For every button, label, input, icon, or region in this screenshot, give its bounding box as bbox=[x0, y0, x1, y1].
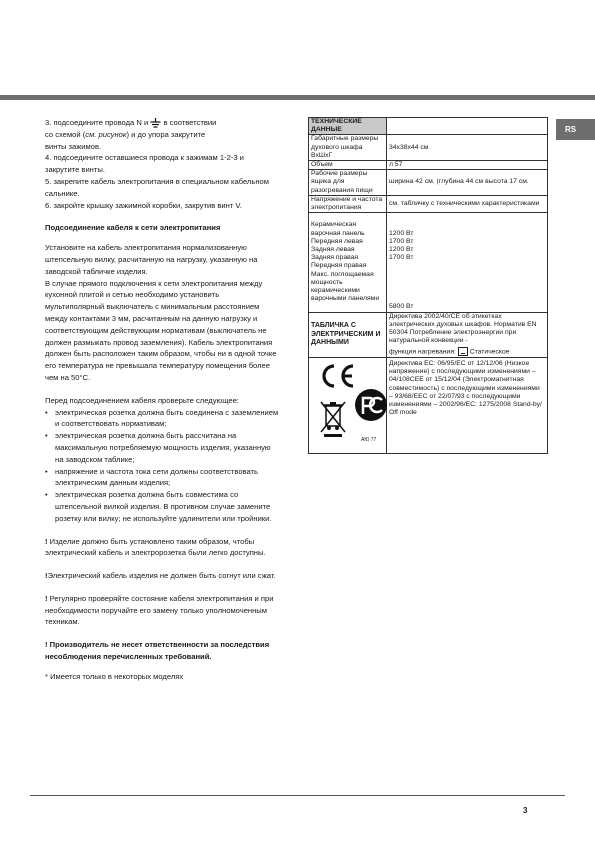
warning-check: ! Регулярно проверяйте состояние кабеля электропитания и при необходимости поручайте его замену только уполномоченным техникам. bbox=[45, 593, 274, 627]
page-number: 3 bbox=[523, 806, 528, 815]
list-item: • электрическая розетка должна быть совместима со штепсельной вилкой изделия. В противном случае замените розетку или вилку; не используйте удлинители или тройники. bbox=[45, 489, 280, 524]
list-item: • напряжение и частота тока сети должны соответствовать электрическим данным изделия; bbox=[45, 466, 280, 490]
table-key: Керамическая варочная панель Передняя левая Задняя левая Задняя правая Передняя правая Макс. поглощаемая мощность керамическими варочными панелями bbox=[309, 213, 387, 312]
table-row bbox=[309, 170, 548, 196]
table-row bbox=[309, 135, 548, 161]
table-row bbox=[309, 357, 548, 453]
list-item: • электрическая розетка должна быть рассчитана на максимальную потребляемую мощность изделия, указанную на заводском таблике; bbox=[45, 430, 280, 465]
ground-icon bbox=[150, 118, 161, 128]
warning-liability: ! Производитель не несет ответственности за последствия несоблюдения перечисленных требований. bbox=[45, 640, 270, 662]
step-6: 6. закройте крышку зажимной коробки, закрутив винт V. bbox=[45, 200, 242, 210]
step-3: 3. подсоедините провода N и в соответствии со схемой (см. рисунок) и до упора закрутите винты зажимов. bbox=[45, 118, 217, 151]
header-bar bbox=[0, 95, 595, 100]
step-5: 5. закрепите кабель электропитания в специальном кабельном сальнике. bbox=[45, 176, 269, 198]
certification-marks bbox=[309, 357, 387, 453]
table-key: Напряжение и частота электропитания bbox=[309, 195, 387, 212]
table-value: л 57 bbox=[387, 161, 548, 170]
table-header: ТЕХНИЧЕСКИЕ ДАННЫЕ bbox=[309, 118, 387, 135]
table-value: 1200 Вт 1700 Вт 1200 Вт 1700 Вт 5800 Вт bbox=[387, 213, 548, 312]
table-value: ширина 42 см. (глубина 44 см высота 17 см. bbox=[387, 170, 548, 196]
energy-label-title: ТАБЛИЧКА С ЭЛЕКТРИЧЕСКИМ И ДАННЫМИ bbox=[309, 312, 387, 357]
paragraph-plug: Установите на кабель электропитания нормализованную штепсельную вилку, расчитанную на нагрузку, указанную на заводской табличке изделия. bbox=[45, 243, 258, 276]
language-tab: RS bbox=[556, 119, 595, 140]
weee-bin-icon bbox=[319, 398, 347, 438]
table-row bbox=[309, 161, 548, 170]
directives-text: Директива ЕС: 06/95/ЕС от 12/12/06 (Низкое напряжение) с последующими изменениями – 04/108CEE от 15/12/04 (Электромагнитная совместимость) с последующими изменениями – 93/68/EEC от 22/07/93 с последующими изменениями – 2002/96/EC: 1275/2008 Stand-by/ Off mode bbox=[387, 357, 548, 453]
section-heading: Подсоединение кабеля к сети электропитания bbox=[45, 223, 221, 233]
table-row bbox=[309, 195, 548, 212]
energy-label-text: Директива 2002/40/CE об этикетках электрических духовых шкафов. Норматив EN 50304 Потребление электроэнергии при натуральной конвекции - функция нагревания: Статическое bbox=[387, 312, 548, 357]
installation-text bbox=[45, 117, 280, 683]
table-row bbox=[309, 118, 548, 135]
table-value: 34х38х44 см bbox=[387, 135, 548, 161]
table-value: см. табличку с техническими характеристиками bbox=[387, 195, 548, 212]
static-mode-icon bbox=[458, 347, 468, 356]
certification-code: АЮ 77 bbox=[361, 436, 377, 443]
table-row bbox=[309, 312, 548, 357]
warning-access: ! Изделие должно быть установлено таким образом, чтобы электрический кабель и электророзетка были легко доступны. bbox=[45, 536, 266, 558]
table-row bbox=[309, 213, 548, 312]
table-key: Рабочие размеры ящика для разогревания пищи bbox=[309, 170, 387, 196]
step-4: 4. подсоедините оставшиеся провода к зажимам 1-2-3 и закрутите винты. bbox=[45, 153, 244, 175]
technical-data-table bbox=[308, 117, 548, 454]
warning-cable: !Электрический кабель изделия не должен быть согнут или сжат. bbox=[45, 571, 276, 581]
footer-line bbox=[30, 795, 565, 796]
check-list bbox=[45, 407, 280, 525]
paragraph-switch: В случае прямого подключения к сети электропитания между кухонной плитой и сетью необходимо установить мультиполярный выключатель с минимальным расстоянием между контактами 3 мм, расчитанным на данную нагрузку и соответствующим действующим нормативам (выключатель не должен размыкать провод заземления). Кабель электропитания должен быть расположен таким образом, чтобы ни в одной точке его температура не превышала температуру помещения более чем на 50°С. bbox=[45, 278, 277, 382]
ce-mark-icon bbox=[317, 362, 357, 390]
footnote: * Имеется только в некоторых моделях bbox=[45, 671, 184, 681]
paragraph-check: Перед подсоединением кабеля проверьте следующее: bbox=[45, 395, 239, 405]
table-key: Объем bbox=[309, 161, 387, 170]
pct-certification-icon bbox=[354, 388, 388, 422]
table-key: Габаритные размеры духового шкафа ВхШхГ bbox=[309, 135, 387, 161]
list-item: • электрическая розетка должна быть соединена с заземлением и соответствовать нормативам; bbox=[45, 407, 280, 431]
